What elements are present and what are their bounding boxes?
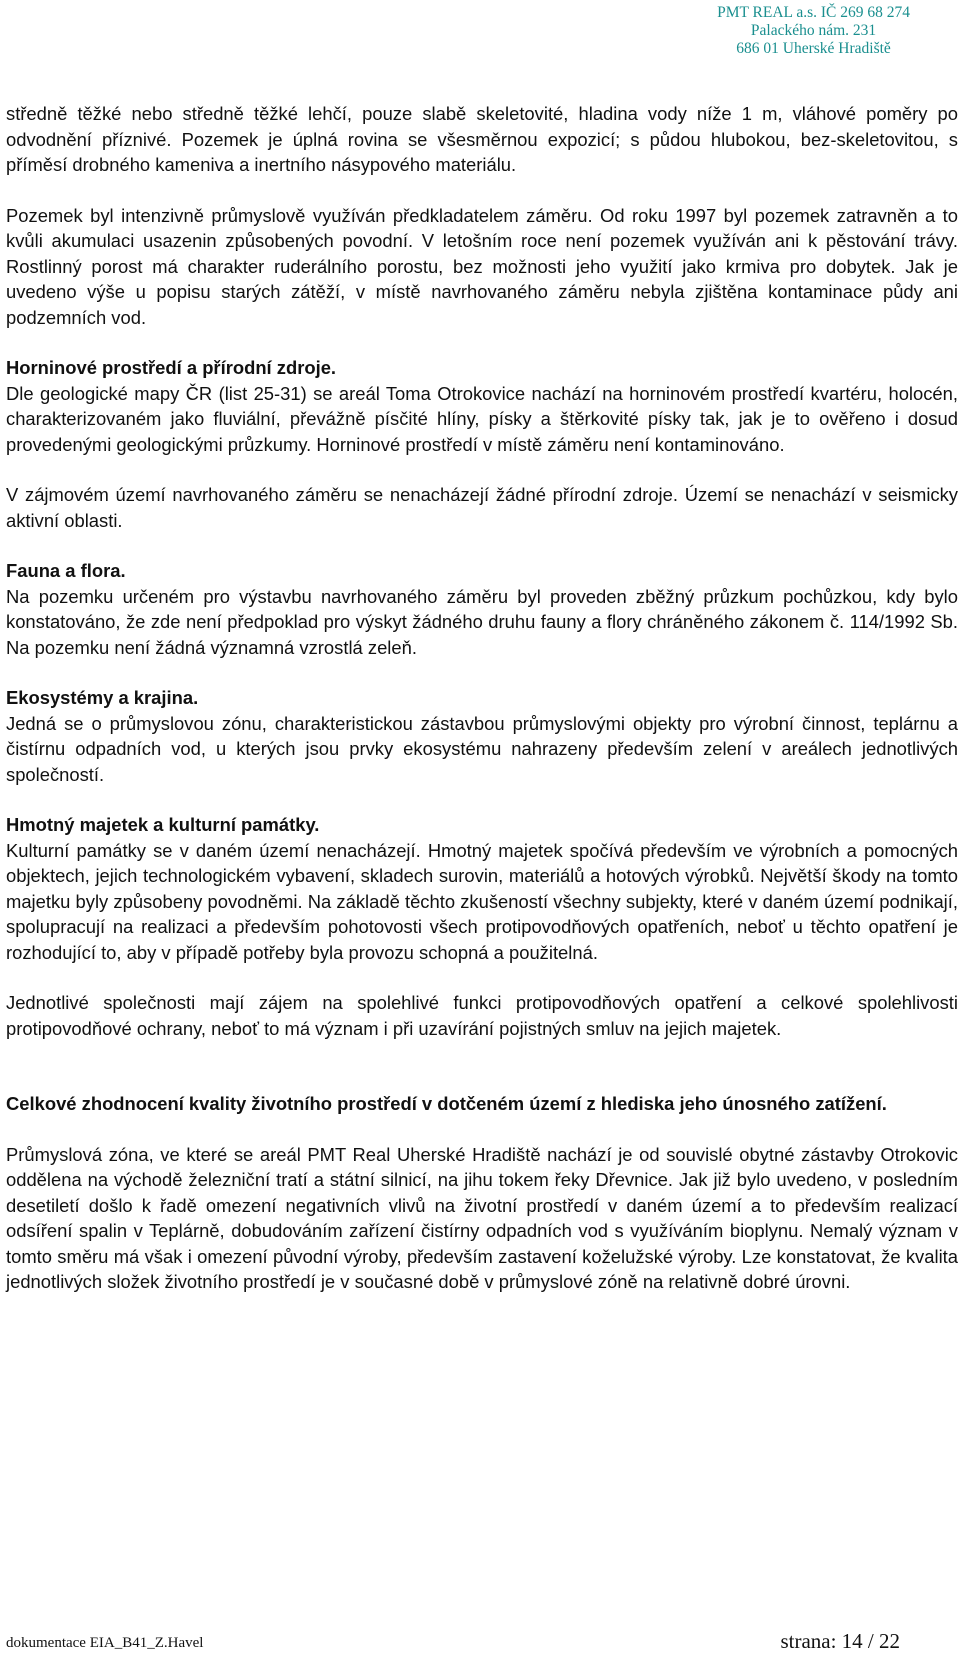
company-name: PMT REAL a.s. IČ 269 68 274 [717, 4, 910, 21]
paragraph-property: Kulturní památky se v daném území nenacházejí. Hmotný majetek spočívá především ve výrobních a pomocných objektech, jejich technologickém vybavení, skladech surovin, materiálů a hotových výrobků. Největší škody na tomto majetku byly způsobeny povodněmi. Na základě těchto zkušeností všechny subjekty, které v daném území podnikají, spolupracují na realizaci a především pohotovosti všech protipovodňových opatřeních, neboť u těchto opatření je rozhodující to, aby v případě potřeby byla provozu schopná a použitelná. [6, 839, 958, 963]
paragraph-natural-resources: V zájmovém území navrhovaného záměru se nenacházejí žádné přírodní zdroje. Území se nenachází v seismicky aktivní oblasti. [6, 484, 958, 531]
heading-fauna-flora: Fauna a flora. [6, 560, 126, 581]
page-number: strana: 14 / 22 [780, 1629, 900, 1653]
paragraph-land-use: Pozemek byl intenzivně průmyslově využíván předkladatelem záměru. Od roku 1997 byl pozemek zatravněn a to kvůli akumulaci usazenin způsobených povodní. V letošním roce není pozemek využíván ani k pěstování trávy. Rostlinný porost má charakter ruderálního porostu, bez možnosti jeho využití jako krmiva pro dobytek. Jak je uvedeno výše u popisu starých zátěží, v místě navrhovaného záměru nebyla zjištěna kontaminace půdy ani podzemních vod. [6, 204, 958, 328]
paragraph-fauna-flora: Na pozemku určeném pro výstavbu navrhovaného záměru byl proveden zběžný průzkum pochůzkou, kdy bylo konstatováno, že zde není předpoklad pro výskyt žádného druhu fauny a flory chráněného zákonem č. 114/1992 Sb. Na pozemku není žádná významná vzrostlá zeleň. [6, 585, 958, 658]
heading-ecosystems: Ekosystémy a krajina. [6, 687, 199, 708]
company-header [717, 4, 910, 58]
page-footer [6, 1630, 900, 1654]
heading-rock-environment: Horninové prostředí a přírodní zdroje. [6, 357, 337, 378]
heading-property-monuments: Hmotný majetek a kulturní památky. [6, 814, 320, 835]
company-city: 686 01 Uherské Hradiště [736, 40, 891, 57]
paragraph-geology: Dle geologické mapy ČR (list 25-31) se areál Toma Otrokovice nachází na horninovém prostředí kvartéru, holocén, charakterizovaném jako fluviální, převážně písčité hlíny, písky a štěrkovité písky tak, jak je to ověřeno i dosud provedenými geologickými průzkumy. Horninové prostředí v místě záměru není kontaminováno. [6, 382, 958, 455]
document-body [6, 101, 958, 1295]
paragraph-ecosystems: Jedná se o průmyslovou zónu, charakteristickou zástavbou průmyslovými objekty pro výrobní činnost, teplárnu a čistírnu odpadních vod, u kterých jsou prvky ekosystému nahrazeny především zelení v areálech jednotlivých společností. [6, 712, 958, 785]
document-reference: dokumentace EIA_B41_Z.Havel [6, 1635, 204, 1651]
paragraph-industrial-zone: Průmyslová zóna, ve které se areál PMT Real Uherské Hradiště nachází je od souvislé obytné zástavby Otrokovic oddělena na východě železniční tratí a státní silnicí, na jihu tokem řeky Dřevnice. Jak již bylo uvedeno, v posledním desetiletí došlo k řadě omezení negativních vlivů na životní prostředí v daném území a to především realizací odsíření spalin v Teplárně, dobudováním zařízení čistírny odpadních vod s využíváním bioplynu. Nemalý význam v tomto směru má však i omezení původní výroby, především zastavení koželužské výroby. Lze konstatovat, že kvalita jednotlivých složek životního prostředí je v současné době v průmyslové zóně na relativně dobré úrovni. [6, 1143, 958, 1292]
heading-overall-assessment: Celkové zhodnocení kvality životního prostředí v dotčeném území z hlediska jeho únosného zatížení. [6, 1093, 887, 1114]
company-street: Palackého nám. 231 [750, 22, 877, 39]
paragraph-soil: středně těžké nebo středně těžké lehčí, pouze slabě skeletovité, hladina vody níže 1 m, vláhové poměry po odvodnění příznivé. Pozemek je úplná rovina se všesměrnou expozicí; s půdou hlubokou, bez-skeletovitou, s příměsí drobného kameniva a inertního násypového materiálu. [6, 103, 958, 175]
paragraph-flood-protection: Jednotlivé společnosti mají zájem na spolehlivé funkci protipovodňových opatření a celkové spolehlivosti protipovodňové ochrany, neboť to má význam i při uzavírání pojistných smluv na jejich majetek. [6, 992, 958, 1039]
